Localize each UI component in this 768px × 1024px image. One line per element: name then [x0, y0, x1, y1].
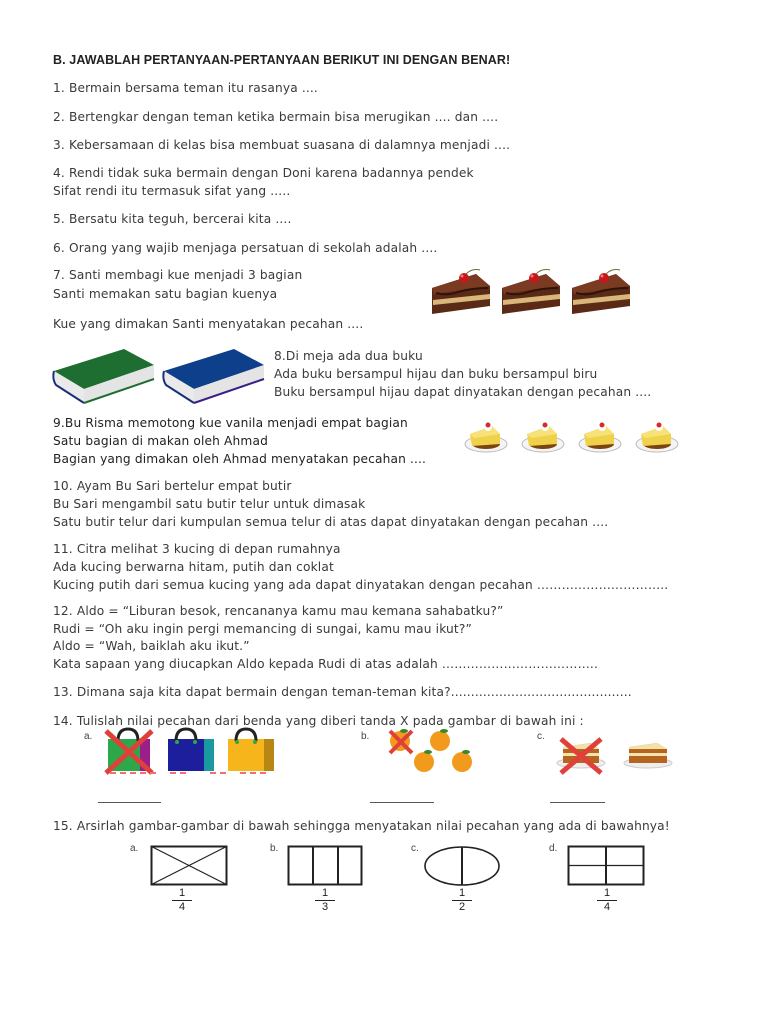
- fraction-a: 1 4: [172, 888, 192, 913]
- question-4-line-1: 4. Rendi tidak suka bermain dengan Doni karena badannya pendek: [53, 166, 474, 180]
- question-4-line-2: Sifat rendi itu termasuk sifat yang .....: [53, 184, 291, 198]
- answer-blank-14c[interactable]: [550, 802, 605, 804]
- circle-halves-shape[interactable]: [422, 845, 502, 887]
- question-9-line-3: Bagian yang dimakan oleh Ahmad menyatakan pecahan ....: [53, 452, 427, 466]
- q14-label-c: c.: [537, 731, 545, 742]
- fraction-b: 1 3: [315, 888, 335, 913]
- q15-label-a: a.: [130, 843, 139, 854]
- question-8-line-2: Ada buku bersampul hijau dan buku bersampul biru: [274, 367, 598, 381]
- question-10-line-1: 10. Ayam Bu Sari bertelur empat butir: [53, 479, 292, 493]
- q14-label-b: b.: [361, 731, 370, 742]
- answer-blank-14a[interactable]: [98, 802, 161, 804]
- question-13: 13. Dimana saja kita dapat bermain dengan teman-teman kita?.............................................: [53, 685, 632, 699]
- question-2: 2. Bertengkar dengan teman ketika bermain bisa merugikan .... dan ....: [53, 110, 499, 124]
- question-14: 14. Tulislah nilai pecahan dari benda yang diberi tanda X pada gambar di bawah ini :: [53, 714, 584, 728]
- question-3: 3. Kebersamaan di kelas bisa membuat suasana di dalamnya menjadi ....: [53, 138, 511, 152]
- q15-label-d: d.: [549, 843, 558, 854]
- question-5: 5. Bersatu kita teguh, bercerai kita ....: [53, 212, 292, 226]
- q15-label-b: b.: [270, 843, 279, 854]
- question-12-line-2: Rudi = “Oh aku ingin pergi memancing di sungai, kamu mau ikut?”: [53, 622, 472, 636]
- question-8-line-3: Buku bersampul hijau dapat dinyatakan dengan pecahan ....: [274, 385, 652, 399]
- cake-slices-image: [553, 733, 678, 775]
- rectangle-quarters-shape[interactable]: [567, 845, 647, 887]
- question-11-line-2: Ada kucing berwarna hitam, putih dan coklat: [53, 560, 334, 574]
- q14-label-a: a.: [84, 731, 93, 742]
- question-11-line-3: Kucing putih dari semua kucing yang ada dapat dinyatakan dengan pecahan …………………………..: [53, 578, 669, 592]
- question-11-line-1: 11. Citra melihat 3 kucing di depan rumahnya: [53, 542, 341, 556]
- rectangle-thirds-shape[interactable]: [287, 845, 365, 887]
- question-12-line-1: 12. Aldo = “Liburan besok, rencananya kamu mau kemana sahabatku?”: [53, 604, 504, 618]
- question-15: 15. Arsirlah gambar-gambar di bawah sehingga menyatakan nilai pecahan yang ada di bawahnya!: [53, 819, 670, 833]
- question-6: 6. Orang yang wajib menjaga persatuan di sekolah adalah ....: [53, 241, 438, 255]
- oranges-image: [382, 727, 482, 775]
- q15-label-c: c.: [411, 843, 419, 854]
- fraction-c: 1 2: [452, 888, 472, 913]
- question-12-line-3: Aldo = “Wah, baiklah aku ikut.”: [53, 639, 250, 653]
- section-title: B. JAWABLAH PERTANYAAN-PERTANYAAN BERIKUT INI DENGAN BENAR!: [53, 53, 511, 67]
- question-9-line-2: Satu bagian di makan oleh Ahmad: [53, 434, 268, 448]
- question-7-line-1: 7. Santi membagi kue menjadi 3 bagian: [53, 268, 303, 282]
- answer-blank-14b[interactable]: [370, 802, 434, 804]
- vanilla-cake-slices-image: [464, 418, 688, 458]
- question-7-line-2: Santi memakan satu bagian kuenya: [53, 287, 278, 301]
- chocolate-cake-slices-image: [428, 266, 638, 318]
- rectangle-diagonals-shape[interactable]: [150, 845, 230, 887]
- shopping-bags-image: [100, 727, 285, 775]
- question-9-line-1: 9.Bu Risma memotong kue vanila menjadi empat bagian: [53, 416, 408, 430]
- question-10-line-3: Satu butir telur dari kumpulan semua telur di atas dapat dinyatakan dengan pecahan ....: [53, 515, 609, 529]
- question-10-line-2: Bu Sari mengambil satu butir telur untuk dimasak: [53, 497, 366, 511]
- books-image: [52, 345, 272, 405]
- question-12-line-4: Kata sapaan yang diucapkan Aldo kepada Rudi di atas adalah ………………………………..: [53, 657, 598, 671]
- question-7-line-3: Kue yang dimakan Santi menyatakan pecahan ....: [53, 317, 364, 331]
- question-8-line-1: 8.Di meja ada dua buku: [274, 349, 423, 363]
- question-1: 1. Bermain bersama teman itu rasanya ....: [53, 81, 318, 95]
- fraction-d: 1 4: [597, 888, 617, 913]
